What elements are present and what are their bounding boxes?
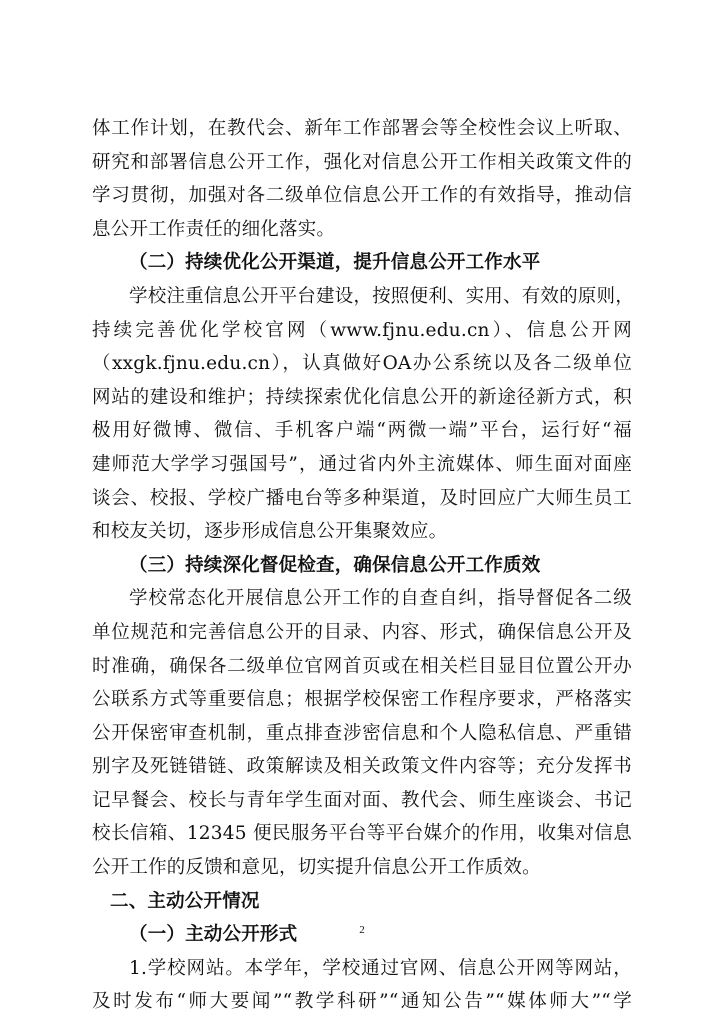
text-line: 别字及死链错链、政策解读及相关政策文件内容等；充分发挥书 [92,756,632,778]
text-line: 极用好微博、微信、手机客户端“两微一端”平台，运行好“福 [92,420,632,442]
text-line: 时准确，确保各二级单位官网首页或在相关栏目显目位置公开办 [92,655,632,677]
text-line: （xxgk.fjnu.edu.cn），认真做好OA办公系统以及各二级单位 [92,353,632,375]
text-line: 及时发布“师大要闻”“教学科研”“通知公告”“媒体师大”“学 [92,991,632,1013]
text-line: 1.学校网站。本学年，学校通过官网、信息公开网等网站， [129,957,632,979]
text-line: 和校友关切，逐步形成信息公开集聚效应。 [92,521,448,543]
text-line: 公开工作的反馈和意见，切实提升信息公开工作质效。 [92,857,541,879]
section-subheading: （一）主动公开形式 [129,924,298,946]
page-number: 2 [359,924,365,936]
text-line: 建师范大学学习强国号”，通过省内外主流媒体、师生面对面座 [92,453,632,475]
text-line: 网站的建设和维护；持续探索优化信息公开的新途径新方式，积 [92,386,632,408]
section-subheading: （二）持续优化公开渠道，提升信息公开工作水平 [129,252,541,274]
text-line: 公联系方式等重要信息；根据学校保密工作程序要求，严格落实 [92,689,632,711]
text-line: 体工作计划，在教代会、新年工作部署会等全校性会议上听取、 [92,118,632,139]
text-line: 研究和部署信息公开工作，强化对信息公开工作相关政策文件的 [92,151,632,173]
text-line: 公开保密审查机制，重点排查涉密信息和个人隐私信息、严重错 [92,722,632,744]
text-line: 记早餐会、校长与青年学生面对面、教代会、师生座谈会、书记 [92,789,632,811]
paragraph [92,280,632,549]
text-line: 单位规范和完善信息公开的目录、内容、形式，确保信息公开及 [92,621,632,643]
document-page [92,112,632,1019]
text-line: 校长信箱、12345 便民服务平台等平台媒介的作用，收集对信息 [92,823,632,845]
paragraph [92,952,632,1019]
text-line: 息公开工作责任的细化落实。 [92,218,336,240]
paragraph [92,582,632,884]
paragraph [92,112,632,246]
text-line: 学校常态化开展信息公开工作的自查自纠，指导督促各二级 [129,588,632,610]
text-line: 学校注重信息公开平台建设，按照便利、实用、有效的原则， [129,285,634,307]
text-line: 学习贯彻，加强对各二级单位信息公开工作的有效指导，推动信 [92,185,632,207]
section-heading: 二、主动公开情况 [110,890,260,912]
text-line: 谈会、校报、学校广播电台等多种渠道，及时回应广大师生员工 [92,487,632,509]
section-subheading: （三）持续深化督促检查，确保信息公开工作质效 [129,554,541,576]
text-line: 持续完善优化学校官网（www.fjnu.edu.cn）、信息公开网 [92,319,632,341]
